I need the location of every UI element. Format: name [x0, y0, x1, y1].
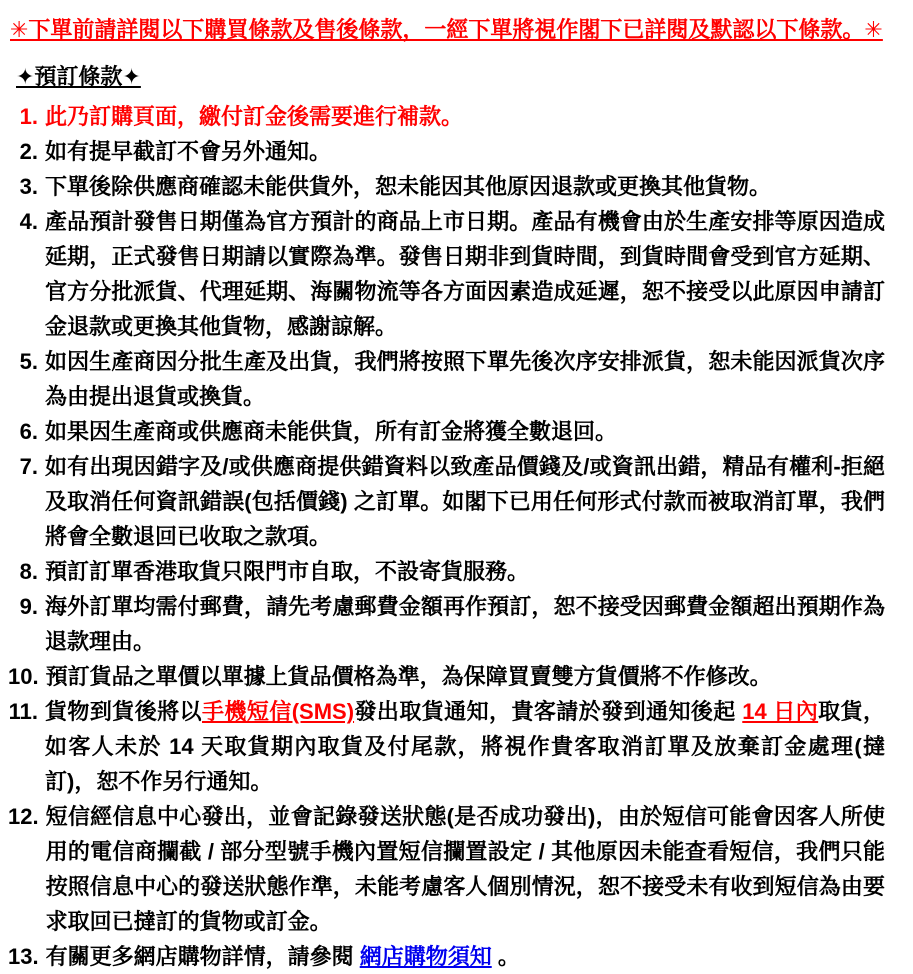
- term-number: 6.: [19, 419, 38, 444]
- pickup-deadline-emphasis: 14 日內: [742, 699, 819, 724]
- term-number: 12.: [8, 804, 39, 829]
- term-text-segment: 如果因生產商或供應商未能供貨，所有訂金將獲全數退回。: [45, 419, 618, 444]
- term-text-segment: 如有出現因錯字及/或供應商提供錯資料以致產品價錢及/或資訊出錯，精品有權利-拒絕及取消任何資訊錯誤(包括價錢) 之訂單。如閣下已用任何形式付款而被取消訂單，我們將會全數退回已收取之款項。: [45, 454, 885, 549]
- term-number: 11.: [8, 699, 38, 724]
- term-number: 4.: [19, 209, 38, 234]
- term-item: [8, 134, 885, 169]
- term-text: [45, 134, 885, 169]
- term-text: [46, 799, 885, 939]
- term-text-segment: 產品預計發售日期僅為官方預計的商品上市日期。產品有機會由於生產安排等原因造成延期，正式發售日期請以實際為準。發售日期非到貨時間，到貨時間會受到官方延期、官方分批派貨、代理延期、海關物流等各方面因素造成延遲，恕不接受以此原因申請訂金退款或更換其他貨物，感謝諒解。: [45, 209, 885, 339]
- term-text-segment: 短信經信息中心發出，並會記錄發送狀態(是否成功發出)，由於短信可能會因客人所使用的電信商攔截 / 部分型號手機內置短信攔置設定 / 其他原因未能查看短信，我們只能按照信息中心的發送狀態作準，未能考慮客人個別情況，恕不接受未有收到短信為由要求取回已撻訂的貨物或訂金。: [45, 804, 885, 934]
- term-item: [8, 204, 885, 344]
- term-item: [8, 99, 885, 134]
- term-item: [8, 449, 885, 554]
- term-item: [8, 659, 885, 694]
- link-store-shopping-notice[interactable]: 網店購物須知: [359, 944, 492, 969]
- section-title: ✦預訂條款✦: [16, 64, 141, 89]
- term-text: [45, 169, 885, 204]
- term-text: [46, 659, 885, 694]
- term-item: [8, 939, 885, 974]
- term-text: [45, 694, 885, 799]
- term-item: [8, 169, 885, 204]
- term-text-segment: 下單後除供應商確認未能供貨外，恕未能因其他原因退款或更換其他貨物。: [45, 174, 772, 199]
- term-text-segment: 貨物到貨後將以: [45, 699, 202, 724]
- term-text: [45, 99, 885, 134]
- term-number: 2.: [19, 139, 38, 164]
- term-text-segment: 。: [491, 944, 520, 969]
- term-text-segment: 此乃訂購頁面，繳付訂金後需要進行補款。: [45, 104, 464, 129]
- term-number: 13.: [8, 944, 39, 969]
- term-text-segment: 取貨，如客人未於 14 天取貨期內取貨及付尾款，將視作貴客取消訂單及放棄訂金處理(撻訂)，恕不作另行通知。: [45, 699, 885, 794]
- term-text-segment: 預訂貨品之單價以單據上貨品價格為準，為保障買賣雙方貨價將不作修改。: [45, 664, 772, 689]
- term-number: 9.: [19, 594, 38, 619]
- term-text: [46, 939, 885, 974]
- term-number: 10.: [8, 664, 39, 689]
- term-text-segment: 如因生產商因分批生產及出貨，我們將按照下單先後次序安排派貨，恕未能因派貨次序為由提出退貨或換貨。: [45, 349, 885, 409]
- term-number: 3.: [19, 174, 38, 199]
- term-text-segment: 發出取貨通知，貴客請於發到通知後起: [354, 699, 743, 724]
- term-item: [8, 589, 885, 659]
- sms-notice-emphasis: 手機短信(SMS): [202, 699, 355, 724]
- term-number: 5.: [19, 349, 38, 374]
- term-text-segment: 預訂訂單香港取貨只限門市自取，不設寄貨服務。: [45, 559, 530, 584]
- term-text: [45, 414, 885, 449]
- term-number: 8.: [19, 559, 38, 584]
- term-text: [45, 554, 885, 589]
- term-text-segment: 有關更多網店購物詳情，請參閱: [45, 944, 360, 969]
- term-item: [8, 554, 885, 589]
- term-number: 7.: [19, 454, 38, 479]
- term-text: [45, 589, 885, 659]
- term-text-segment: 如有提早截訂不會另外通知。: [45, 139, 332, 164]
- term-text-segment: 海外訂單均需付郵費，請先考慮郵費金額再作預訂，恕不接受因郵費金額超出預期作為退款理由。: [45, 594, 885, 654]
- pre-order-warning-banner: ✳下單前請詳閱以下購買條款及售後條款，一經下單將視作閣下已詳閱及默認以下條款。✳: [10, 17, 883, 42]
- term-text: [45, 204, 885, 344]
- section-title-wrap: [8, 59, 885, 94]
- term-number: 1.: [19, 104, 38, 129]
- term-item: [8, 344, 885, 414]
- term-text: [45, 449, 885, 554]
- term-item: [8, 414, 885, 449]
- term-item: [8, 694, 885, 799]
- terms-list: [8, 99, 885, 974]
- term-item: [8, 799, 885, 939]
- term-text: [45, 344, 885, 414]
